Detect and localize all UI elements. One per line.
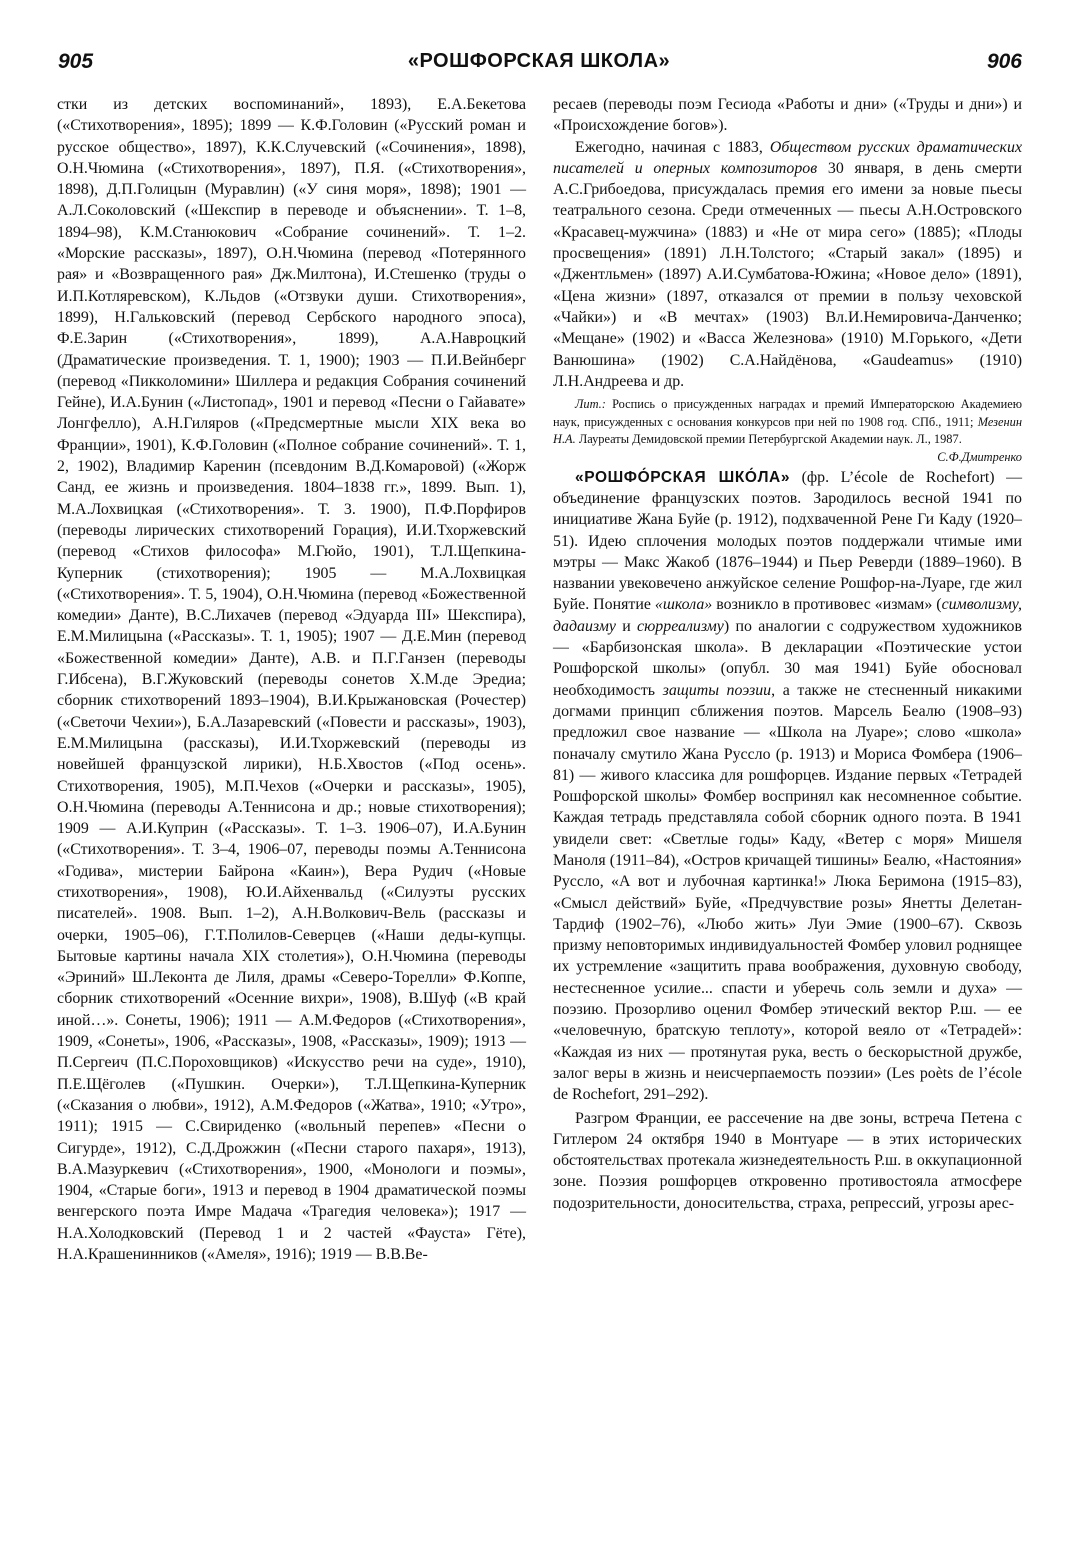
article-text-b: возникло в противовес «измам» ( — [712, 596, 942, 614]
left-column-text: стки из детских воспоминаний», 1893), Е.А.Бекетова («Стихотворения», 1895); 1899 — К.Ф.Головин («Русский роман и русское общество», 1897), К.К.Случевский («Сочинения», 1898), О.Н.Чюмина («Стихотворения», 1897), П.Я. («Стихотворения», 1898), Д.П.Голицын (Муравлин) («У синя моря», 1898); 1901 — А.Л.Соколовский («Шекспир в переводе и объяснении». Т. 1–8, 1894–98), К.М.Станюкович «Собрание сочинений». Т. 1–2. «Морские рассказы», 1897), О.Н.Чюмина (перевод «Потерянного рая» и «Возвращенного рая» Дж.Милтона), И.Стешенко (труды о И.П.Котляревском), К.Льдов («Отзвуки души. Стихотворения», 1899), Н.Гальковский (перевод Сербского народного эпоса), Ф.Е.Зарин («Стихотворения», 1899), А.А.Навроцкий (Драматические произведения. Т. 1, 1900); 1903 — П.И.Вейнберг (перевод «Пикколомини» Шиллера и редакция Собрания сочинений Гейне), И.А.Бунин («Листопад», 1901 и перевод «Песни о Гайавате» Лонгфелло), А.Н.Гиляров («Предсмертные мысли XIX века во Франции», 1901), К.Ф.Головин («Полное собрание сочинений». Т. 1, 2, 1902), Владимир Каренин (псевдоним В.Д.Комаровой) («Жорж Санд, ее жизнь и произведения. 1804–1838 гг.», 1899. Вып. 1), М.А.Лохвицкая («Стихотворения». Т. 3. 1900), П.Ф.Порфиров (переводы лирических стихотворений Горация), И.И.Тхоржевский (перевод «Стихов философа» М.Гюйо, 1901), Т.Л.Щепкина-Куперник (стихотворения); 1905 — М.А.Лохвицкая («Стихотворения». Т. 5, 1904), О.Н.Чюмина (перевод «Божественной комедии» Данте), В.С.Лихачев (перевод «Эдуарда III» Шекспира), Е.М.Милицына («Рассказы». Т. 1, 1905); 1907 — Д.Е.Мин (перевод «Божественной комедии» Данте), А.В. и П.Г.Ганзен (переводы Г.Ибсена), В.Г.Жуковский (переводы сонетов Х.М.де Эредиа; сборник стихотворений 1893–1904), В.И.Крыжановская (Рочестер) («Светочи Чехии»), Б.А.Лазаревский («Повести и рассказы», 1903), Е.М.Милицына (рассказы), И.И.Тхоржевский (переводы из новейшей французской лирики), Н.Б.Хвостов («Под осень». Стихотворения, 1905), М.П.Чехов («Очерки и рассказы», 1905), О.Н.Чюмина (переводы А.Теннисона и др.; новые стихотворения); 1909 — А.И.Куприн («Рассказы». Т. 1–3. 1906–07), И.А.Бунин («Стихотворения». Т. 3–4, 1906–07, переводы поэмы А.Теннисона «Годива», мистерии Байрона «Каин»), Вера Рудич («Новые стихотворения», 1908), Ю.И.Айхенвальд («Силуэты русских писателей». 1908. Вып. 1–2), А.Н.Волкович-Вель (рассказы и очерки, 1905–06), Г.Т.Полилов-Северцев («Наши деды-купцы. Бытовые картины начала XIX столетия»), О.Н.Чюмина (переводы «Эриний» Ш.Леконта де Лиля, драмы «Северо-Торелли» Ф.Коппе, сборник стихотворений «Осенние вихри», 1908), В.Шуф («В край иной…». Сонеты, 1906); 1911 — А.М.Федоров («Стихотворения», 1909, «Сонеты», 1906, «Рассказы», 1908, «Рассказы», 1909); 1913 — П.Сергеич (П.С.Пороховщиков) «Искусство речи на суде», 1910), П.Е.Щёголев («Пушкин. Очерки»), Т.Л.Щепкина-Куперник («Сказания о любви», 1912), А.М.Федоров («Жатва», 1910; «Утро», 1911); 1915 — С.Свириденко («вольный перепев» «Песни о Сигурде», 1912), С.Д.Дрожжин («Песни старого пахаря», 1913), В.А.Мазуркевич («Стихотворения», 1900, «Монологи и поэмы», 1904, «Старые боги», 1913 и перевод в 1904 драматической поэмы венгерского поэта Имре Мадача «Трагедия человека»); 1917 — Н.А.Холодковский (Перевод 1 и 2 частей «Фауста» Гёте), Н.А.Крашенинников («Амеля», 1916); 1919 — В.В.Ве- — [57, 96, 526, 1264]
literature-label: Лит.: — [575, 397, 606, 412]
griboedov-text-b: 30 января, в день смерти А.С.Грибоедова, присуждалась премия его имени за новые пьесы театрального сезона. Среди отмеченных — пьесы А.Н.Островского «Красавец-мужчина» (1883) и «Не от мира сего» (1885); «Плоды просвещения» (1891) Л.Н.Толстого; «Старый закал» (1895) и «Джентльмен» (1897) А.И.Сумбатова-Южина; «Новое дело» (1891), «Цена жизни» (1897, отказался от премии в пользу чеховской «Чайки») и «В мечтах» (1903) Вл.И.Немировича-Данченко; «Мещане» (1902) и «Васса Железнова» (1910) М.Горького, «Дети Ванюшина» (1902) С.А.Найдёнова, «Gaudeamus» (1910) Л.Н.Андреева и др. — [553, 159, 1022, 390]
article-text-a: (фр. L’école de Rochefort) — объединение французских поэтов. Зародилось весной 1941 по инициативе Жана Буйе (р. 1912), подхваченной Рене Ги Каду (1920–51). Идею сплочения молодых поэтов поддержали чтимые ими мэтры — Макс Жакоб (1876–1944) и Пьер Реверди (1889–1960). В названии увековечено анжуйское селение Рошфор-на-Луаре, где жил Буйе. Понятие — [553, 468, 1022, 614]
literature-note — [553, 396, 1022, 464]
article-headword: «РОШФО́РСКАЯ ШКО́ЛА» — [575, 468, 791, 486]
griboedov-text-a: Ежегодно, начиная с 1883, — [575, 138, 770, 156]
continuation-paragraph: ресаев (переводы поэм Гесиода «Работы и дни» («Труды и дни») и «Происхождение богов»). — [553, 96, 1022, 135]
running-title: «РОШФОРСКАЯ ШКОЛА» — [407, 50, 671, 72]
article-paragraph-1 — [553, 467, 1022, 1106]
literature-signature: С.Ф.Дмитренко — [937, 449, 1022, 464]
griboedov-prize-paragraph — [553, 137, 1022, 393]
page-number-left: 905 — [58, 50, 94, 73]
article-text-e: , а также не стесненный никакими догмами принцип сближения поэтов. Марсель Беалю (1908–93) предложил свое название — «Школа на Луаре»; слово «школа» поначалу смутило Жана Руссло (р. 1913) и Мориса Фомбера (1906–81) — живого классика для рошфорцев. Издание первых «Тетрадей Рошфорской школы» Фомбер воспринял как несомненное событие. Каждая тетрадь представляла собой сборник одного поэта. В 1941 увидели свет: «Светлые годы» Каду, «Ветер с моря» Мишеля Маноля (1911–84), «Остров кричащей тишины» Беалю, «Настояния» Руссло, «А вот и лубочная картинка!» Люка Беримона (1915–83), «Смысл действий» Буйе, «Предчувствие розы» Янетты Делетан-Тардиф (1902–76), «Любо жить» Луи Эмие (1900–67). Сквозь призму неповторимых индивидуальностей Фомбер уловил роднящее их устремление «защитить права воображения, духовную свободу, нестесненное усилие... спасти и уберечь соль земли и духа» — поэзию. Прозорливо оценил Фомбер этический вектор Р.ш. — ее «человечную, братскую теплоту», которой веяло от «Тетрадей»: «Каждая из них — протянутая рука, весть о бескорыстной дружбе, залог веры в жизнь и неисчерпаемость поэзии» (Les poèts de l’école de Rochefort, 291–292). — [553, 681, 1023, 1104]
article-defense-of-poetry: защиты поэзии — [662, 681, 772, 699]
article-text-c: и — [615, 617, 638, 635]
literature-text-b: Лауреаты Демидовской премии Петербургской Академии наук. Л., 1987. — [575, 432, 962, 447]
page-header — [56, 50, 1022, 86]
article-paragraph-2: Разгром Франции, ее рассечение на две зоны, встреча Петена с Гитлером 24 октября 1940 в Монтуаре — в этих исторических обстоятельствах протекала жизнедеятельность Р.ш. в оккупационной зоне. Поэзия рошфорцев откровенно противостояла атмосфере подозрительности, доносительства, страха, репрессий, угрозы арес- — [553, 1109, 1022, 1212]
article-isms: символизму, дадаизму — [553, 596, 1022, 635]
right-column — [553, 94, 1022, 1214]
page-number-right: 906 — [986, 50, 1022, 73]
article-text-d: ) по аналогии с содружеством художников — «Барбизонская школа». В декларации «Поэтические устои Рошфорской школы» (опубл. 30 мая 1941) Буйе обосновал необходимость — [553, 617, 1023, 699]
literature-text-a: Роспись о присужденных наградах и премий Императорскою Академиею наук, присужденных с основания конкурсов при ней по 1908 год. СПб., 1911; — [553, 397, 1022, 429]
article-school-term: «школа» — [654, 596, 713, 614]
griboedov-society: Обществом русских драматических писателей и оперных композиторов — [553, 138, 1022, 177]
literature-author: Мезенин Н.А. — [553, 414, 1022, 447]
left-column — [57, 94, 526, 1265]
article-surrealism: сюрреализму — [637, 617, 724, 635]
